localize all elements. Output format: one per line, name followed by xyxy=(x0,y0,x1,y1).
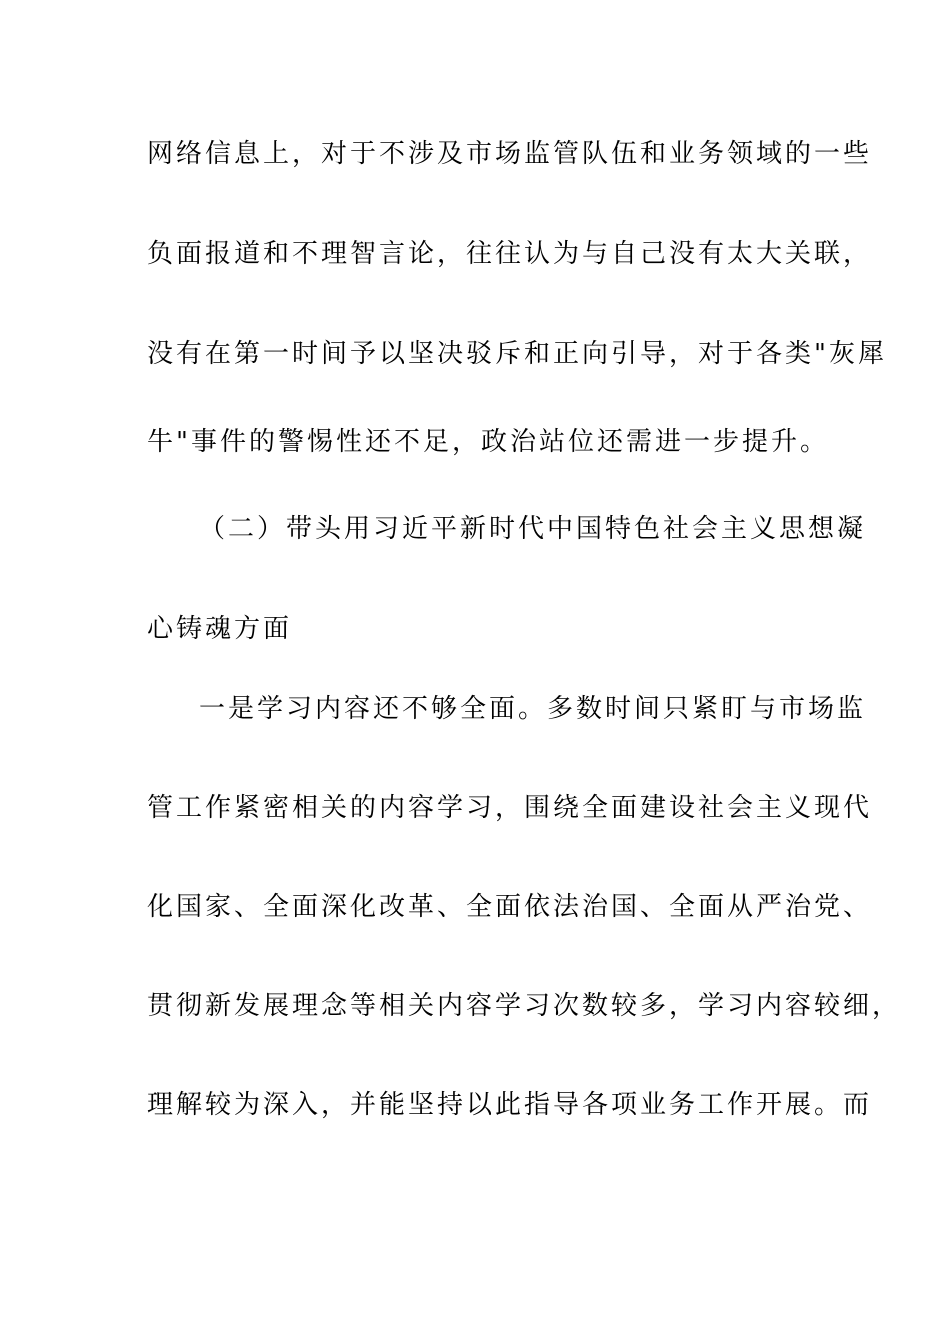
section-heading-line: 心铸魂方面 xyxy=(147,614,293,644)
paragraph-line: 理解较为深入，并能坚持以此指导各项业务工作开展。而 xyxy=(147,1090,873,1120)
paragraph-line: 化国家、全面深化改革、全面依法治国、全面从严治党、 xyxy=(147,892,873,922)
paragraph-line: 贯彻新发展理念等相关内容学习次数较多，学习内容较细， xyxy=(147,991,902,1021)
paragraph-line: 网络信息上，对于不涉及市场监管队伍和业务领域的一些 xyxy=(147,139,873,169)
paragraph-line: 没有在第一时间予以坚决驳斥和正向引导，对于各类"灰犀 xyxy=(147,339,887,369)
paragraph-line: 负面报道和不理智言论，往往认为与自己没有太大关联， xyxy=(147,239,873,269)
paragraph-line: 管工作紧密相关的内容学习，围绕全面建设社会主义现代 xyxy=(147,793,873,823)
paragraph-line: 牛"事件的警惕性还不足，政治站位还需进一步提升。 xyxy=(147,427,829,457)
paragraph-line: 一是学习内容还不够全面。多数时间只紧盯与市场监 xyxy=(199,694,867,724)
section-heading-line: （二）带头用习近平新时代中国特色社会主义思想凝 xyxy=(199,514,867,544)
